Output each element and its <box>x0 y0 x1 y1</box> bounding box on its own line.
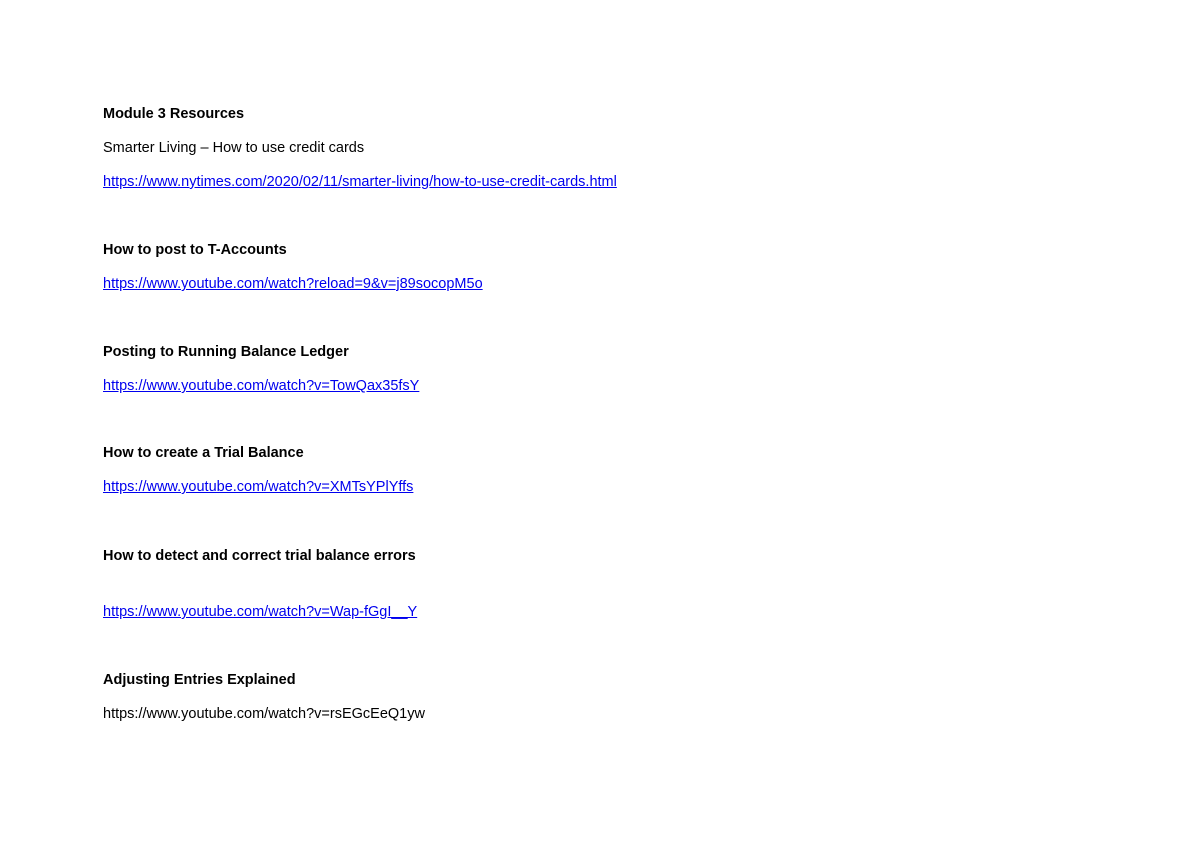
section-heading-trial-balance-errors: How to detect and correct trial balance errors <box>103 548 416 564</box>
link-trial-balance-errors[interactable]: https://www.youtube.com/watch?v=Wap-fGgI__Y <box>103 604 418 620</box>
section-heading-adjusting-entries: Adjusting Entries Explained <box>103 672 296 688</box>
section-heading-trial-balance: How to create a Trial Balance <box>103 445 304 461</box>
link-running-balance[interactable]: https://www.youtube.com/watch?v=TowQax35fsY <box>103 378 420 394</box>
section-heading-credit-cards: Smarter Living – How to use credit cards <box>103 140 365 156</box>
section-heading-running-balance: Posting to Running Balance Ledger <box>103 344 349 360</box>
url-adjusting-entries: https://www.youtube.com/watch?v=rsEGcEeQ1yw <box>103 706 425 722</box>
section-heading-t-accounts: How to post to T-Accounts <box>103 242 287 258</box>
link-trial-balance[interactable]: https://www.youtube.com/watch?v=XMTsYPlYffs <box>103 479 414 495</box>
document-title: Module 3 Resources <box>103 106 245 122</box>
link-t-accounts[interactable]: https://www.youtube.com/watch?reload=9&v=j89socopM5o <box>103 276 483 292</box>
link-credit-cards[interactable]: https://www.nytimes.com/2020/02/11/smarter-living/how-to-use-credit-cards.html <box>103 174 617 190</box>
